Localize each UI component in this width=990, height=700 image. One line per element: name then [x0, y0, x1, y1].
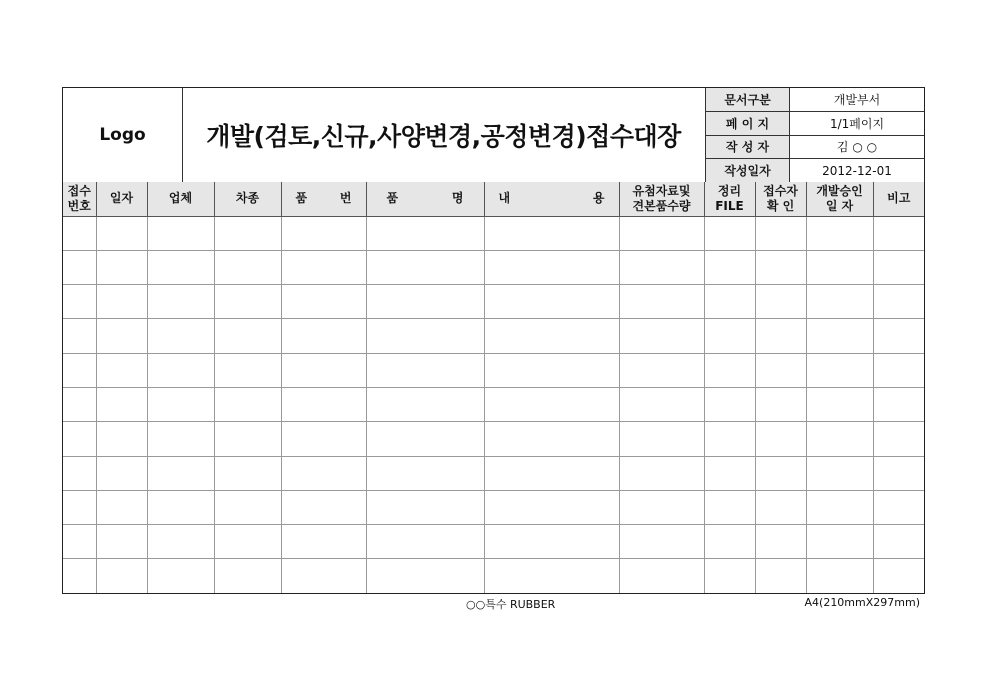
table-cell[interactable] [806, 490, 873, 524]
table-cell[interactable] [484, 353, 619, 387]
col-receipt-no-line2: 번호 [67, 198, 91, 213]
table-cell[interactable] [63, 387, 96, 421]
table-cell[interactable] [806, 525, 873, 559]
table-body [63, 216, 924, 593]
col-part-no [281, 182, 366, 216]
col-part-name-b: 명 [451, 191, 464, 206]
table-cell[interactable] [755, 250, 806, 284]
table-cell[interactable] [619, 422, 704, 456]
table-cell[interactable] [704, 250, 755, 284]
table-row [63, 456, 924, 490]
col-remarks: 비고 [873, 182, 924, 216]
meta-label-doc-type: 문서구분 [706, 88, 790, 112]
table-row [63, 387, 924, 421]
meta-value-doc-type: 개발부서 [790, 88, 925, 112]
table-cell[interactable] [96, 422, 147, 456]
table-cell[interactable] [214, 490, 281, 524]
table-cell[interactable] [96, 285, 147, 319]
table-cell[interactable] [704, 490, 755, 524]
table-cell[interactable] [873, 216, 924, 250]
table-cell[interactable] [619, 216, 704, 250]
table-cell[interactable] [619, 525, 704, 559]
table-row [63, 216, 924, 250]
table-cell[interactable] [63, 490, 96, 524]
table-cell[interactable] [96, 319, 147, 353]
table-cell[interactable] [619, 490, 704, 524]
register-table [63, 182, 924, 593]
table-cell[interactable] [484, 319, 619, 353]
table-cell[interactable] [214, 456, 281, 490]
table-cell[interactable] [806, 216, 873, 250]
table-cell[interactable] [147, 559, 214, 593]
table-cell[interactable] [96, 387, 147, 421]
table-cell[interactable] [96, 525, 147, 559]
table-cell[interactable] [63, 319, 96, 353]
table-cell[interactable] [873, 387, 924, 421]
table-cell[interactable] [806, 559, 873, 593]
table-row [63, 559, 924, 593]
table-cell[interactable] [214, 559, 281, 593]
table-cell[interactable] [619, 319, 704, 353]
table-cell[interactable] [147, 422, 214, 456]
table-cell[interactable] [281, 285, 366, 319]
table-cell[interactable] [484, 525, 619, 559]
table-cell[interactable] [704, 456, 755, 490]
table-cell[interactable] [147, 285, 214, 319]
table-cell[interactable] [281, 525, 366, 559]
table-cell[interactable] [806, 353, 873, 387]
col-model: 차종 [214, 182, 281, 216]
table-cell[interactable] [366, 250, 484, 284]
document-meta [705, 88, 924, 182]
table-cell[interactable] [619, 456, 704, 490]
col-part-no-a: 품 [295, 191, 308, 206]
col-part-no-b: 번 [339, 191, 352, 206]
col-content-b: 용 [592, 191, 605, 206]
table-cell[interactable] [96, 353, 147, 387]
table-cell[interactable] [806, 250, 873, 284]
table-cell[interactable] [366, 353, 484, 387]
col-attachments [619, 182, 704, 216]
table-cell[interactable] [873, 559, 924, 593]
table-cell[interactable] [281, 387, 366, 421]
table-cell[interactable] [704, 422, 755, 456]
table-cell[interactable] [147, 216, 214, 250]
table-cell[interactable] [147, 387, 214, 421]
table-cell[interactable] [214, 250, 281, 284]
table-cell[interactable] [755, 285, 806, 319]
page-title: 개발(검토,신규,사양변경,공정변경)접수대장 [206, 122, 681, 151]
col-file [704, 182, 755, 216]
col-content-a: 내 [498, 191, 511, 206]
table-cell[interactable] [147, 490, 214, 524]
table-cell[interactable] [484, 216, 619, 250]
table-cell[interactable] [484, 559, 619, 593]
table-cell[interactable] [619, 387, 704, 421]
table-cell[interactable] [873, 525, 924, 559]
table-cell[interactable] [619, 285, 704, 319]
table-cell[interactable] [704, 353, 755, 387]
table-row [63, 353, 924, 387]
table-cell[interactable] [619, 559, 704, 593]
table-row [63, 319, 924, 353]
table-cell[interactable] [484, 250, 619, 284]
table-cell[interactable] [873, 285, 924, 319]
table-cell[interactable] [806, 285, 873, 319]
table-row [63, 525, 924, 559]
table-cell[interactable] [63, 353, 96, 387]
table-cell[interactable] [214, 216, 281, 250]
table-cell[interactable] [366, 490, 484, 524]
table-cell[interactable] [214, 422, 281, 456]
table-cell[interactable] [704, 216, 755, 250]
table-cell[interactable] [147, 319, 214, 353]
table-cell[interactable] [484, 422, 619, 456]
col-part-name [366, 182, 484, 216]
table-cell[interactable] [806, 422, 873, 456]
col-receiver-check [755, 182, 806, 216]
table-cell[interactable] [281, 250, 366, 284]
table-cell[interactable] [755, 525, 806, 559]
table-cell[interactable] [281, 559, 366, 593]
table-cell[interactable] [63, 285, 96, 319]
table-cell[interactable] [619, 250, 704, 284]
table-cell[interactable] [281, 422, 366, 456]
col-receiver-line2: 확 인 [766, 198, 795, 213]
table-cell[interactable] [96, 490, 147, 524]
table-cell[interactable] [755, 216, 806, 250]
table-cell[interactable] [366, 422, 484, 456]
col-receiver-line1: 접수자 [763, 183, 798, 198]
table-cell[interactable] [147, 525, 214, 559]
table-cell[interactable] [755, 319, 806, 353]
table-cell[interactable] [873, 422, 924, 456]
col-part-name-a: 품 [386, 191, 399, 206]
table-row [63, 285, 924, 319]
table-cell[interactable] [366, 387, 484, 421]
meta-row-date [706, 159, 925, 183]
table-cell[interactable] [214, 285, 281, 319]
table-cell[interactable] [96, 250, 147, 284]
col-file-line1: 정리 [717, 183, 742, 198]
meta-label-date: 작성일자 [706, 159, 790, 183]
logo: Logo [63, 88, 183, 182]
table-cell[interactable] [63, 525, 96, 559]
table-cell[interactable] [873, 319, 924, 353]
table-cell[interactable] [366, 456, 484, 490]
table-cell[interactable] [755, 353, 806, 387]
footer-company: ○○특수 RUBBER [466, 598, 556, 611]
table-cell[interactable] [96, 216, 147, 250]
table-cell[interactable] [96, 559, 147, 593]
meta-row-author [706, 135, 925, 159]
table-cell[interactable] [704, 559, 755, 593]
table-cell[interactable] [281, 319, 366, 353]
table-cell[interactable] [147, 456, 214, 490]
table-cell[interactable] [484, 490, 619, 524]
col-attachments-line1: 유첨자료및 [632, 183, 691, 198]
table-cell[interactable] [366, 559, 484, 593]
table-cell[interactable] [214, 387, 281, 421]
col-attachments-line2: 견본품수량 [632, 198, 691, 213]
col-content [484, 182, 619, 216]
table-row [63, 422, 924, 456]
meta-value-page: 1/1페이지 [790, 112, 925, 136]
table-cell[interactable] [484, 387, 619, 421]
col-company: 업체 [147, 182, 214, 216]
table-cell[interactable] [63, 216, 96, 250]
table-cell[interactable] [281, 216, 366, 250]
table-cell[interactable] [484, 285, 619, 319]
footer-paper-size: A4(210mmX297mm) [804, 596, 920, 609]
table-cell[interactable] [806, 456, 873, 490]
meta-value-date: 2012-12-01 [790, 159, 925, 183]
table-cell[interactable] [63, 250, 96, 284]
table-cell[interactable] [873, 250, 924, 284]
table-cell[interactable] [281, 353, 366, 387]
col-file-line2: FILE [715, 198, 744, 213]
table-cell[interactable] [806, 387, 873, 421]
table-cell[interactable] [147, 250, 214, 284]
col-approval-line1: 개발승인 [816, 183, 863, 198]
table-cell[interactable] [873, 456, 924, 490]
table-cell[interactable] [281, 490, 366, 524]
meta-value-author: 김 ○ ○ [790, 135, 925, 159]
document-header [63, 88, 923, 183]
table-cell[interactable] [755, 490, 806, 524]
meta-row-doc-type [706, 88, 925, 112]
table-cell[interactable] [873, 353, 924, 387]
table-cell[interactable] [214, 525, 281, 559]
table-cell[interactable] [755, 422, 806, 456]
table-cell[interactable] [704, 387, 755, 421]
table-cell[interactable] [704, 525, 755, 559]
table-cell[interactable] [96, 456, 147, 490]
table-cell[interactable] [281, 456, 366, 490]
table-cell[interactable] [366, 216, 484, 250]
table-row [63, 250, 924, 284]
table-cell[interactable] [366, 525, 484, 559]
table-row [63, 490, 924, 524]
table-header-row [63, 182, 924, 216]
meta-row-page [706, 112, 925, 136]
table-cell[interactable] [63, 559, 96, 593]
table-cell[interactable] [619, 353, 704, 387]
table-cell[interactable] [366, 285, 484, 319]
table-cell[interactable] [366, 319, 484, 353]
table-cell[interactable] [755, 456, 806, 490]
table-cell[interactable] [214, 319, 281, 353]
table-cell[interactable] [63, 456, 96, 490]
col-approval-line2: 일 자 [825, 198, 854, 213]
table-cell[interactable] [806, 319, 873, 353]
meta-label-author: 작 성 자 [706, 135, 790, 159]
table-cell[interactable] [214, 353, 281, 387]
table-cell[interactable] [755, 387, 806, 421]
table-cell[interactable] [704, 319, 755, 353]
col-receipt-no-line1: 접수 [67, 183, 91, 198]
table-cell[interactable] [63, 422, 96, 456]
col-receipt-no [63, 182, 96, 216]
table-cell[interactable] [755, 559, 806, 593]
table-cell[interactable] [484, 456, 619, 490]
table-cell[interactable] [147, 353, 214, 387]
col-date: 일자 [96, 182, 147, 216]
col-approval-date [806, 182, 873, 216]
table-cell[interactable] [873, 490, 924, 524]
meta-label-page: 페 이 지 [706, 112, 790, 136]
register-sheet [62, 87, 925, 594]
table-cell[interactable] [704, 285, 755, 319]
